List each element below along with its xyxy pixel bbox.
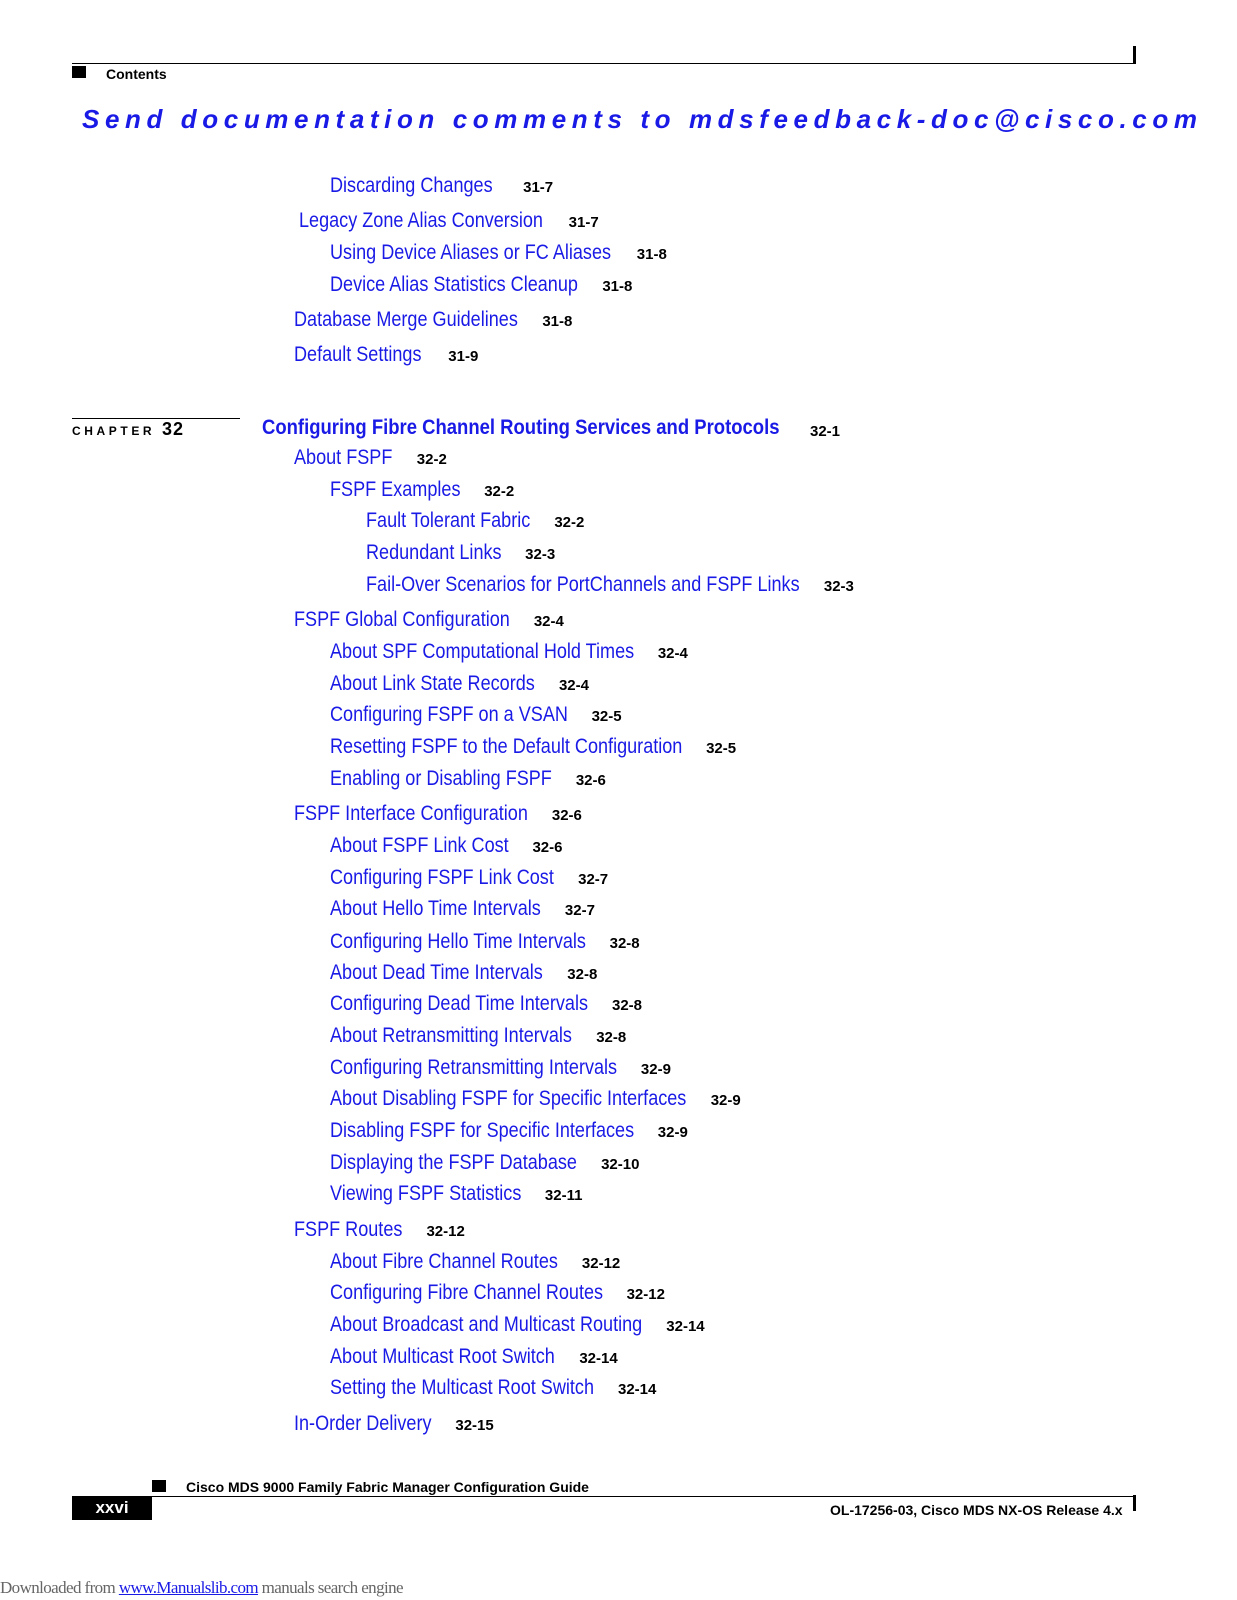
toc-entry[interactable]	[330, 703, 622, 727]
toc-entry-page: 32-12	[426, 1223, 465, 1240]
toc-entry-title[interactable]: About Dead Time Intervals	[330, 961, 543, 984]
toc-entry-page: 32-8	[609, 935, 640, 952]
toc-entry-page: 32-10	[601, 1156, 640, 1173]
toc-entry[interactable]	[330, 767, 606, 791]
toc-entry-title[interactable]: About FSPF Link Cost	[330, 834, 509, 857]
toc-entry-page: 32-2	[484, 483, 515, 500]
toc-entry[interactable]	[330, 1281, 665, 1305]
toc-entry-page: 32-8	[596, 1029, 627, 1046]
toc-entry-page: 31-8	[636, 246, 667, 263]
toc-entry-title[interactable]: About Fibre Channel Routes	[330, 1250, 558, 1273]
toc-entry-title[interactable]: Configuring Retransmitting Intervals	[330, 1056, 618, 1079]
toc-entry[interactable]	[330, 1313, 705, 1337]
toc-entry-title[interactable]: Configuring FSPF on a VSAN	[330, 703, 568, 726]
header-section-label: Contents	[106, 66, 167, 82]
toc-entry[interactable]	[330, 241, 667, 265]
toc-entry-title[interactable]: About Retransmitting Intervals	[330, 1024, 572, 1047]
toc-entry-title[interactable]: About FSPF	[294, 446, 393, 469]
watermark-prefix: Downloaded from	[0, 1578, 119, 1597]
toc-entry-page: 32-5	[706, 740, 737, 757]
chapter-title[interactable]: Configuring Fibre Channel Routing Services and Protocols	[262, 416, 780, 439]
toc-entry-page: 32-14	[579, 1350, 618, 1367]
toc-entry[interactable]	[330, 1182, 582, 1206]
watermark-link[interactable]: www.Manualslib.com	[118, 1578, 259, 1597]
toc-entry-page: 32-7	[564, 902, 595, 919]
toc-entry-page: 32-2	[416, 451, 447, 468]
toc-entry[interactable]	[330, 1087, 741, 1111]
toc-entry[interactable]	[330, 897, 595, 921]
toc-entry[interactable]	[330, 1056, 671, 1080]
toc-entry-title[interactable]: In-Order Delivery	[294, 1412, 432, 1435]
footer-tick-mark	[1133, 1495, 1136, 1511]
toc-entry[interactable]	[330, 1119, 688, 1143]
toc-entry-title[interactable]: Configuring Fibre Channel Routes	[330, 1281, 604, 1304]
toc-entry-page: 31-8	[602, 278, 633, 295]
chapter-label: CHAPTER	[72, 424, 156, 438]
toc-entry[interactable]	[330, 1024, 626, 1048]
toc-entry-page: 32-9	[640, 1061, 671, 1078]
toc-entry[interactable]	[330, 834, 562, 858]
toc-entry-title[interactable]: Displaying the FSPF Database	[330, 1151, 577, 1174]
toc-entry[interactable]	[330, 1376, 656, 1400]
toc-entry-title[interactable]: About Broadcast and Multicast Routing	[330, 1313, 643, 1336]
toc-entry[interactable]	[330, 735, 736, 759]
header-rule	[72, 63, 1135, 64]
feedback-link[interactable]: Send documentation comments to mdsfeedback-doc@cisco.com	[82, 104, 1203, 134]
toc-entry-title[interactable]: Legacy Zone Alias Conversion	[299, 209, 543, 232]
toc-entry-title[interactable]: Fail-Over Scenarios for PortChannels and FSPF Links	[366, 573, 800, 596]
footer-rule	[152, 1496, 1135, 1497]
toc-entry-title[interactable]: FSPF Interface Configuration	[294, 802, 528, 825]
toc-entry[interactable]	[330, 273, 632, 297]
toc-entry-page: 32-14	[618, 1381, 657, 1398]
toc-entry-page: 32-11	[544, 1187, 583, 1204]
toc-entry-title[interactable]: Configuring Dead Time Intervals	[330, 992, 588, 1015]
footer-release: OL-17256-03, Cisco MDS NX-OS Release 4.x	[830, 1502, 1123, 1518]
chapter-rule	[72, 418, 240, 419]
toc-entry-page: 32-12	[626, 1286, 665, 1303]
toc-entry[interactable]	[330, 866, 608, 890]
toc-entry-title[interactable]: Database Merge Guidelines	[294, 308, 518, 331]
toc-entry-page: 32-7	[578, 871, 609, 888]
toc-entry-title[interactable]: FSPF Routes	[294, 1218, 403, 1241]
footer-guide-title: Cisco MDS 9000 Family Fabric Manager Configuration Guide	[186, 1479, 589, 1495]
toc-entry[interactable]	[294, 1218, 465, 1242]
toc-entry[interactable]	[366, 541, 555, 565]
toc-entry-page: 32-2	[554, 514, 585, 531]
toc-entry-page: 32-6	[551, 807, 582, 824]
toc-entry[interactable]	[330, 478, 514, 502]
toc-entry[interactable]	[299, 209, 599, 233]
toc-entry[interactable]	[330, 640, 688, 664]
toc-entry-title[interactable]: Disabling FSPF for Specific Interfaces	[330, 1119, 635, 1142]
footer-page-number: xxvi	[72, 1496, 152, 1520]
toc-entry[interactable]	[330, 1151, 639, 1175]
toc-entry-title[interactable]: Redundant Links	[366, 541, 502, 564]
toc-entry[interactable]	[294, 308, 572, 332]
toc-entry-title[interactable]: Viewing FSPF Statistics	[330, 1182, 522, 1205]
download-watermark	[0, 1578, 403, 1598]
toc-entry-page: 31-9	[448, 348, 479, 365]
toc-entry[interactable]	[330, 961, 597, 985]
header-square-marker	[72, 66, 86, 78]
toc-entry-title[interactable]: Discarding Changes	[330, 174, 493, 197]
toc-entry[interactable]	[330, 672, 589, 696]
toc-entry-page: 32-9	[657, 1124, 688, 1141]
toc-entry-page: 32-14	[666, 1318, 705, 1335]
toc-entry[interactable]	[366, 573, 854, 597]
toc-entry[interactable]	[330, 930, 640, 954]
toc-entry[interactable]	[294, 446, 447, 470]
toc-entry-page: 32-12	[581, 1255, 621, 1272]
toc-entry[interactable]	[330, 1250, 620, 1274]
toc-entry-page: 32-5	[591, 708, 622, 725]
toc-entry-page: 32-4	[533, 613, 564, 630]
toc-entry-title[interactable]: About SPF Computational Hold Times	[330, 640, 635, 663]
toc-entry-page: 32-15	[455, 1417, 494, 1434]
toc-entry-title[interactable]: Resetting FSPF to the Default Configuration	[330, 735, 683, 758]
toc-entry-page: 32-9	[710, 1092, 741, 1109]
toc-entry[interactable]	[366, 509, 584, 533]
toc-entry[interactable]	[330, 1345, 618, 1369]
toc-entry-title[interactable]: Configuring Hello Time Intervals	[330, 930, 586, 953]
toc-entry-title[interactable]: Configuring FSPF Link Cost	[330, 866, 554, 889]
toc-entry-page: 32-8	[567, 966, 598, 983]
toc-entry-page: 31-8	[542, 313, 573, 330]
toc-entry-page: 32-3	[823, 578, 854, 595]
toc-entry-page: 32-6	[532, 839, 563, 856]
toc-entry-title[interactable]: Fault Tolerant Fabric	[366, 509, 531, 532]
watermark-suffix: manuals search engine	[258, 1578, 403, 1597]
toc-entry-page: 31-7	[523, 179, 554, 196]
toc-entry-title[interactable]: Setting the Multicast Root Switch	[330, 1376, 595, 1399]
chapter-number: 32	[162, 419, 185, 439]
toc-entry[interactable]	[330, 992, 642, 1016]
toc-entry-title[interactable]: Device Alias Statistics Cleanup	[330, 273, 578, 296]
footer-square-marker	[152, 1480, 166, 1492]
toc-entry[interactable]	[294, 343, 478, 367]
toc-entry-page: 31-7	[568, 214, 599, 231]
toc-entry-page: 32-8	[611, 997, 643, 1014]
toc-entry-title[interactable]: FSPF Examples	[330, 478, 461, 501]
chapter-page: 32-1	[810, 423, 841, 440]
toc-entry[interactable]	[294, 1412, 494, 1436]
toc-entry-page: 32-3	[525, 546, 556, 563]
toc-entry[interactable]	[294, 802, 582, 826]
toc-entry-title[interactable]: Default Settings	[294, 343, 422, 366]
toc-entry-title[interactable]: FSPF Global Configuration	[294, 608, 510, 631]
header-tick-mark	[1133, 46, 1136, 64]
toc-entry-page: 32-6	[575, 772, 606, 789]
toc-entry-title[interactable]: About Hello Time Intervals	[330, 897, 541, 920]
toc-entry-title[interactable]: Using Device Aliases or FC Aliases	[330, 241, 612, 264]
toc-entry-page: 32-4	[558, 677, 589, 694]
toc-entry-title[interactable]: About Link State Records	[330, 672, 535, 695]
toc-entry-page: 32-4	[657, 645, 688, 662]
toc-entry-title[interactable]: Enabling or Disabling FSPF	[330, 767, 552, 790]
toc-entry-title[interactable]: About Multicast Root Switch	[330, 1345, 555, 1368]
toc-entry-title[interactable]: About Disabling FSPF for Specific Interfaces	[330, 1087, 687, 1110]
toc-entry[interactable]	[294, 608, 564, 632]
toc-entry[interactable]	[330, 174, 553, 198]
